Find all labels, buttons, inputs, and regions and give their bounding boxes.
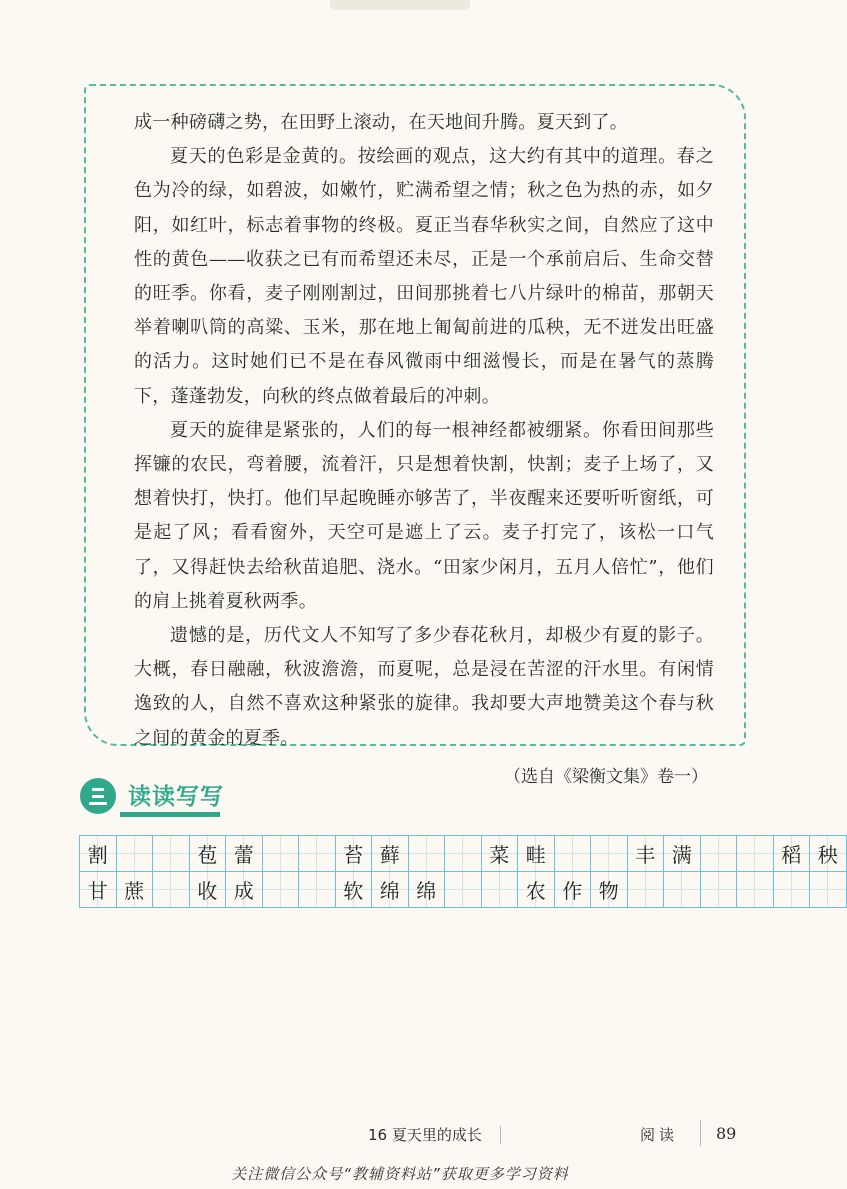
grid-character: 苔 <box>343 843 364 867</box>
footer-divider <box>700 1120 701 1146</box>
grid-cell <box>517 835 555 872</box>
grid-cell <box>262 871 300 908</box>
grid-cell <box>517 871 555 908</box>
section-underline <box>120 812 220 817</box>
grid-character: 蔗 <box>124 879 145 903</box>
grid-cell <box>189 871 227 908</box>
word-grid-row-1 <box>80 836 847 872</box>
grid-character: 软 <box>343 879 364 903</box>
footer-lesson-title: 16 夏天里的成长 <box>368 1126 482 1144</box>
passage-paragraph-2: 夏天的色彩是金黄的。按绘画的观点，这大约有其中的道理。春之色为冷的绿，如碧波，如嫩竹，贮满希望之情；秋之色为热的赤，如夕阳，如红叶，标志着事物的终极。夏正当春华秋实之间，自然应了这中性的黄色——收获之已有而希望还未尽，正是一个承前启后、生命交替的旺季。你看，麦子刚刚割过，田间那挑着七八片绿叶的棉苗，那朝天举着喇叭筒的高粱、玉米，那在地上匍匐前进的瓜秧，无不迸发出旺盛的活力。这时她们已不是在春风微雨中细滋慢长，而是在暑气的蒸腾下，蓬蓬勃发，向秋的终点做着最后的冲刺。 <box>134 146 714 407</box>
grid-cell <box>590 871 628 908</box>
passage-box <box>84 84 746 787</box>
word-grid-row-2 <box>80 872 847 908</box>
footer-divider <box>500 1126 501 1144</box>
grid-cell <box>590 835 628 872</box>
grid-cell <box>481 871 519 908</box>
grid-character: 绵 <box>379 879 400 903</box>
grid-character: 割 <box>87 843 108 867</box>
watermark-text: 关注微信公众号“教辅资料站”获取更多学习资料 <box>231 1165 569 1183</box>
grid-character: 藓 <box>379 843 400 867</box>
grid-cell <box>116 871 154 908</box>
grid-character: 蕾 <box>233 843 254 867</box>
grid-cell <box>444 871 482 908</box>
grid-cell <box>371 835 409 872</box>
grid-cell <box>736 835 774 872</box>
grid-cell <box>79 835 117 872</box>
grid-cell <box>298 871 336 908</box>
grid-cell <box>225 835 263 872</box>
grid-cell <box>335 835 373 872</box>
grid-character: 畦 <box>525 843 546 867</box>
passage-paragraph-3: 夏天的旋律是紧张的，人们的每一根神经都被绷紧。你看田间那些挥镰的农民，弯着腰，流着汗，只是想着快割，快割；麦子上场了，又想着快打，快打。他们早起晚睡亦够苦了，半夜醒来还要听听窗纸，可是起了风；看看窗外，天空可是遮上了云。麦子打完了，该松一口气了，又得赶快去给秋苗追肥、浇水。“田家少闲月，五月人倍忙”，他们的肩上挑着夏秋两季。 <box>134 419 714 612</box>
page-number: 89 <box>716 1124 737 1143</box>
grid-cell <box>481 835 519 872</box>
top-page-smudge <box>330 0 470 10</box>
grid-character: 作 <box>562 879 583 903</box>
grid-cell <box>663 835 701 872</box>
grid-cell <box>152 835 190 872</box>
grid-character: 苞 <box>197 843 218 867</box>
grid-character: 丰 <box>635 843 656 867</box>
grid-cell <box>700 871 738 908</box>
grid-character: 成 <box>233 879 254 903</box>
grid-cell <box>79 871 117 908</box>
grid-cell <box>225 871 263 908</box>
grid-cell <box>773 871 811 908</box>
passage-source: （选自《梁衡文集》卷一） <box>504 766 708 787</box>
grid-cell <box>554 835 592 872</box>
grid-character: 满 <box>671 843 692 867</box>
grid-cell <box>809 835 847 872</box>
grid-character: 秧 <box>817 843 838 867</box>
grid-character: 收 <box>197 879 218 903</box>
grid-cell <box>408 835 446 872</box>
grid-character: 甘 <box>87 879 108 903</box>
footer-category: 阅读 <box>640 1126 679 1144</box>
grid-cell <box>408 871 446 908</box>
grid-cell <box>262 835 300 872</box>
grid-character: 稻 <box>781 843 802 867</box>
passage-paragraph-4: 遗憾的是，历代文人不知写了多少春花秋月，却极少有夏的影子。大概，春日融融，秋波澹澹，而夏呢，总是浸在苦涩的汗水里。有闲情逸致的人，自然不喜欢这种紧张的旋律。我却要大声地赞美这个春与秋之间的黄金的夏季。 <box>134 625 714 749</box>
grid-character: 绵 <box>416 879 437 903</box>
passage-paragraph-1: 成一种磅礴之势，在田野上滚动，在天地间升腾。夏天到了。 <box>134 112 629 133</box>
grid-cell <box>444 835 482 872</box>
grid-cell <box>700 835 738 872</box>
grid-cell <box>371 871 409 908</box>
grid-cell <box>809 871 847 908</box>
grid-cell <box>627 871 665 908</box>
grid-character: 物 <box>598 879 619 903</box>
grid-cell <box>627 835 665 872</box>
grid-character: 农 <box>525 879 546 903</box>
grid-cell <box>773 835 811 872</box>
section-title: 读读写写 <box>128 784 224 810</box>
grid-cell <box>554 871 592 908</box>
grid-cell <box>189 835 227 872</box>
section-number-three-icon <box>80 778 116 814</box>
grid-cell <box>298 835 336 872</box>
grid-cell <box>663 871 701 908</box>
section-header <box>80 772 240 818</box>
grid-character: 菜 <box>489 843 510 867</box>
grid-cell <box>736 871 774 908</box>
grid-cell <box>335 871 373 908</box>
grid-cell <box>152 871 190 908</box>
grid-cell <box>116 835 154 872</box>
